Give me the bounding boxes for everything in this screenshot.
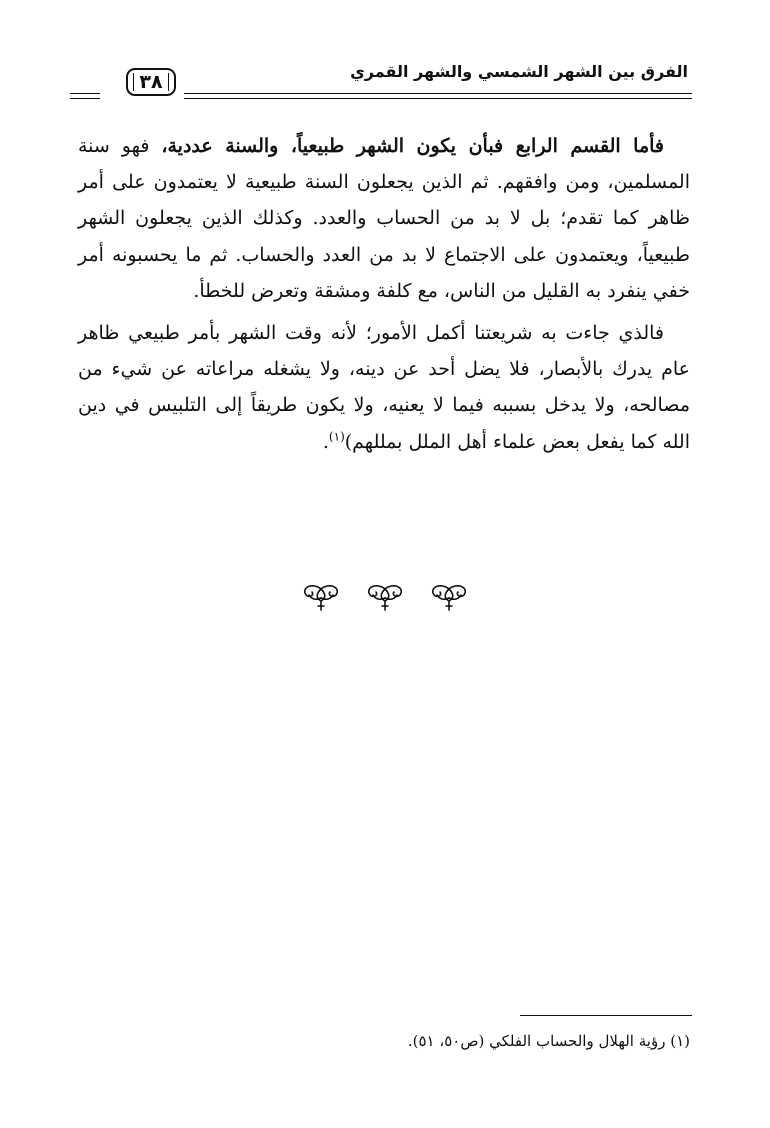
floral-ornament-icon: [364, 584, 406, 612]
paragraph-1-text: فهو سنة المسلمين، ومن وافقهم. ثم الذين يجعلون السنة طبيعية لا يعتمدون على أمر ظاهر كما تقدم؛ بل لا بد من الحساب والعدد. وكذلك الذين يجعلون الشهر طبيعياً، ويعتمدون على الاجتماع لا بد من العدد والحساب. ثم ما يحسبونه أمر خفي ينفرد به القليل من الناس، مع كلفة ومشقة وتعرض للخطأ.: [78, 135, 690, 302]
paragraph-2-text: فالذي جاءت به شريعتنا أكمل الأمور؛ لأنه وقت الشهر بأمر طبيعي ظاهر عام يدرك بالأبصار، فلا يضل أحد عن دينه، ولا يشغله مراعاته عن شيء من مصالحه، ولا يدخل بسببه فيما لا يعنيه، ولا يكون طريقاً إلى التلبيس في دين الله كما يفعل بعض علماء أهل الملل بمللهم): [78, 322, 690, 453]
paragraph-2: [78, 315, 690, 460]
footnote-text: رؤية الهلال والحساب الفلكي (ص٥٠، ٥١).: [407, 1032, 666, 1050]
floral-ornament-icon: [428, 584, 470, 612]
page-header: [70, 60, 692, 106]
header-rule-top: [184, 93, 692, 94]
paragraph-2-end: .: [322, 430, 329, 453]
footnote: [78, 1030, 690, 1052]
floral-ornament-icon: [300, 584, 342, 612]
footnote-separator: [520, 1015, 692, 1016]
header-rule-bottom: [184, 98, 692, 99]
section-ornaments: [300, 584, 470, 614]
footnote-reference: (١): [328, 429, 345, 444]
main-text: [78, 128, 690, 460]
paragraph-1-lead: فأما القسم الرابع فبأن يكون الشهر طبيعياً، والسنة عددية،: [161, 135, 664, 157]
header-rule-left-bottom: [70, 98, 100, 99]
running-title: الفرق بين الشهر الشمسي والشهر القمري: [350, 62, 688, 81]
header-rule-left-top: [70, 93, 100, 94]
page-number: ٣٨: [126, 68, 176, 96]
paragraph-1: [78, 128, 690, 309]
footnote-number: (١): [670, 1032, 690, 1050]
